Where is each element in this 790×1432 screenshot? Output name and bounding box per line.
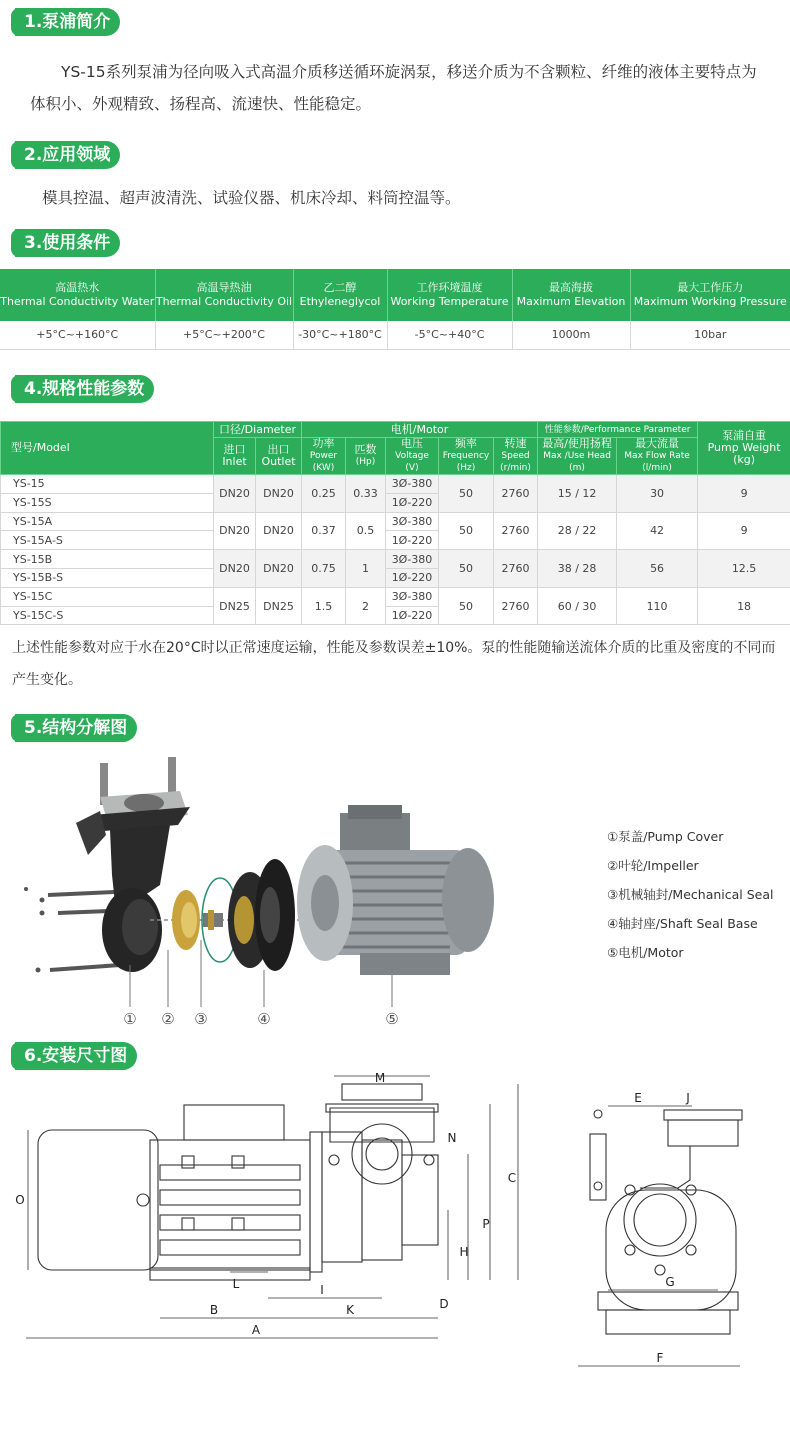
impeller [172,890,200,950]
dim-B: B [209,1303,219,1317]
voltage-cell: 3Ø-380 [386,512,439,531]
dim-M: M [374,1071,386,1085]
power-cell: 0.25 [302,475,346,513]
cond-value: 10bar [630,321,790,349]
head-cell: 15 / 12 [538,475,617,513]
frequency-cell: 50 [439,475,494,513]
dim-E: E [634,1091,642,1105]
outlet-cell: DN20 [256,550,302,588]
flow-header: 最大流量 Max Flow Rate (l/min) [617,438,698,475]
dim-L: L [232,1277,240,1291]
power-cell: 1.5 [302,587,346,625]
dim-J: J [686,1091,690,1105]
flow-cell: 30 [617,475,698,513]
model-cell: YS-15C-S [1,606,214,625]
voltage-cell: 1Ø-220 [386,493,439,512]
table-row [1,512,790,531]
outlet-cell: DN20 [256,475,302,513]
dim-C: C [507,1171,517,1185]
legend-item: ②叶轮/Impeller [607,858,699,873]
dim-P: P [482,1217,490,1231]
section-title-intro: 1.泵浦简介 [15,8,120,36]
model-cell: YS-15C [1,587,214,606]
dim-N: N [447,1131,457,1145]
conditions-value-row [0,321,790,349]
motor [297,805,494,975]
head-cell: 38 / 28 [538,550,617,588]
inlet-cell: DN20 [214,512,256,550]
structure-legend [607,822,773,967]
hp-cell: 2 [346,587,386,625]
table-row [1,475,790,494]
frequency-cell: 50 [439,587,494,625]
installation-drawing [0,1070,790,1432]
cond-header: 高温热水 Thermal Conductivity Water [0,269,155,321]
speed-header: 转速 Speed (r/min) [494,438,538,475]
legend-item: ①泵盖/Pump Cover [607,829,724,844]
voltage-cell: 3Ø-380 [386,475,439,494]
section-title-specs: 4.规格性能参数 [15,375,154,403]
section-title-conditions: 3.使用条件 [15,229,120,257]
cond-header: 乙二醇 Ethyleneglycol [293,269,387,321]
model-cell: YS-15S [1,493,214,512]
section-title-application: 2.应用领域 [15,141,120,169]
hp-cell: 1 [346,550,386,588]
callout-3: ③ [194,1010,208,1028]
weight-cell: 12.5 [698,550,790,588]
inlet-header: 进口 Inlet [214,438,256,475]
power-header: 功率 Power (KW) [302,438,346,475]
dim-D: D [439,1297,449,1311]
voltage-cell: 1Ø-220 [386,606,439,625]
flow-cell: 56 [617,550,698,588]
frequency-cell: 50 [439,550,494,588]
cond-header: 工作环境温度 Working Temperature [387,269,512,321]
cond-value: +5°C~+160°C [0,321,155,349]
dim-H: H [459,1245,469,1259]
outlet-header: 出口 Outlet [256,438,302,475]
section-title-install: 6.安装尺寸图 [15,1042,137,1070]
callout-2: ② [161,1010,175,1028]
dim-K: K [346,1303,354,1317]
hp-header: 匹数 (Hp) [346,438,386,475]
callout-5: ⑤ [385,1010,399,1028]
power-cell: 0.75 [302,550,346,588]
legend-item: ③机械轴封/Mechanical Seal [607,887,774,902]
table-row [1,550,790,569]
motor-end-cover [38,1130,158,1270]
dim-G: G [665,1275,675,1289]
intro-paragraph: YS-15系列泵浦为径向吸入式高温介质移送循环旋涡泵，移送介质为不含颗粒、纤维的液体主要特点为体积小、外观精致、扬程高、流速快、性能稳定。 [30,63,757,113]
voltage-header: 电压 Voltage (V) [386,438,439,475]
dim-O: O [15,1193,25,1207]
cond-value: -5°C~+40°C [387,321,512,349]
dim-A: A [251,1323,261,1337]
hp-cell: 0.5 [346,512,386,550]
spec-table [0,421,790,625]
model-cell: YS-15B [1,550,214,569]
cond-header: 高温导热油 Thermal Conductivity Oil [155,269,293,321]
callout-1: ① [123,1010,137,1028]
speed-cell: 2760 [494,512,538,550]
inlet-cell: DN20 [214,475,256,513]
conditions-header-row [0,269,790,321]
motor-header: 电机/Motor [302,422,538,438]
pump-cover [76,757,190,972]
callout-4: ④ [257,1010,271,1028]
model-cell: YS-15A-S [1,531,214,550]
voltage-cell: 1Ø-220 [386,531,439,550]
weight-cell: 9 [698,512,790,550]
frequency-cell: 50 [439,512,494,550]
power-cell: 0.37 [302,512,346,550]
performance-header: 性能参数/Performance Parameter [538,422,698,438]
speed-cell: 2760 [494,550,538,588]
speed-cell: 2760 [494,475,538,513]
flow-cell: 42 [617,512,698,550]
voltage-cell: 3Ø-380 [386,587,439,606]
dim-I: I [320,1283,324,1297]
inlet-cell: DN20 [214,550,256,588]
model-cell: YS-15A [1,512,214,531]
weight-header: 泵浦自重 Pump Weight (kg) [698,422,790,475]
exploded-view-diagram [0,745,600,1035]
model-cell: YS-15B-S [1,568,214,587]
inlet-cell: DN25 [214,587,256,625]
diameter-header: 口径/Diameter [214,422,302,438]
head-header: 最高/使用扬程 Max /Use Head (m) [538,438,617,475]
shaft-seal-base [228,859,295,971]
cond-value: 1000m [512,321,630,349]
voltage-cell: 1Ø-220 [386,568,439,587]
frequency-header: 频率 Frequency (Hz) [439,438,494,475]
head-cell: 28 / 22 [538,512,617,550]
spec-note: 上述性能参数对应于水在20°C时以正常速度运输，性能及参数误差±10%。泵的性能随输送流体介质的比重及密度的不同而产生变化。 [12,640,776,688]
legend-item: ④轴封座/Shaft Seal Base [607,916,758,931]
dim-F: F [656,1351,664,1365]
head-cell: 60 / 30 [538,587,617,625]
cond-header: 最高海拔 Maximum Elevation [512,269,630,321]
cond-value: +5°C~+200°C [155,321,293,349]
speed-cell: 2760 [494,587,538,625]
voltage-cell: 3Ø-380 [386,550,439,569]
outlet-cell: DN20 [256,512,302,550]
legend-item: ⑤电机/Motor [607,945,684,960]
model-header: 型号/Model [1,422,214,475]
flow-cell: 110 [617,587,698,625]
application-paragraph: 模具控温、超声波清洗、试验仪器、机床冷却、料筒控温等。 [42,189,461,207]
conditions-table [0,269,790,350]
outlet-cell: DN25 [256,587,302,625]
hp-cell: 0.33 [346,475,386,513]
weight-cell: 9 [698,475,790,513]
weight-cell: 18 [698,587,790,625]
cond-header: 最大工作压力 Maximum Working Pressure [630,269,790,321]
cond-value: -30°C~+180°C [293,321,387,349]
table-row [1,587,790,606]
mechanical-seal [203,910,223,930]
spec-header-row-1 [1,422,790,438]
model-cell: YS-15 [1,475,214,494]
section-title-structure: 5.结构分解图 [15,714,137,742]
